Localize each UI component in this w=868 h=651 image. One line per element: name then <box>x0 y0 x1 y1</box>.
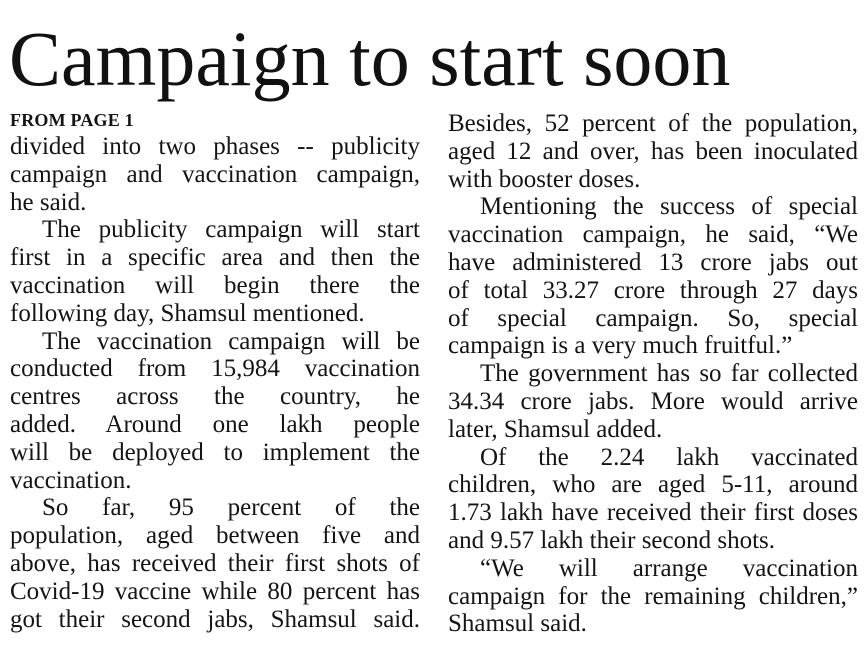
text-line: The government has so far collected <box>480 360 858 388</box>
text-line: divided into two phases -- publicity <box>10 133 420 160</box>
text-line: with booster doses. <box>448 165 641 193</box>
text-line: Besides, 52 percent of the population, <box>448 110 858 137</box>
text-line: Of the 2.24 lakh vaccinated <box>480 443 858 471</box>
text-line: campaign is a very much fruitful.” <box>448 332 793 360</box>
text-line: of total 33.27 crore through 27 days <box>448 276 858 304</box>
text-line: The vaccination campaign will be <box>42 327 420 355</box>
paragraph <box>10 494 420 633</box>
text-line: So far, 95 percent of the <box>42 494 420 522</box>
text-line: 34.34 crore jabs. More would arrive <box>448 387 858 415</box>
continuation-label: FROM PAGE 1 <box>10 110 134 130</box>
text-line: The publicity campaign will start <box>42 216 420 244</box>
text-line: conducted from 15,984 vaccination <box>10 355 420 383</box>
text-line: children, who are aged 5-11, around <box>448 471 858 499</box>
text-line: he said. <box>10 188 87 216</box>
text-line: will be deployed to implement the <box>10 438 420 466</box>
text-line: have administered 13 crore jabs out <box>448 248 858 276</box>
text-line: Shamsul said. <box>448 610 587 638</box>
paragraph <box>10 133 420 216</box>
paragraph <box>448 110 858 193</box>
text-line: vaccination. <box>10 466 132 494</box>
paragraph <box>10 328 420 495</box>
text-line: centres across the country, he <box>10 383 420 411</box>
paragraph <box>448 193 858 360</box>
paragraph <box>448 360 858 443</box>
text-line: of special campaign. So, special <box>448 304 858 332</box>
text-line: and 9.57 lakh their second shots. <box>448 526 776 554</box>
text-line: campaign for the remaining children,” <box>448 582 858 610</box>
text-line: Covid-19 vaccine while 80 percent has <box>10 577 420 605</box>
text-line: later, Shamsul added. <box>448 415 663 443</box>
text-line: campaign and vaccination campaign, <box>10 160 420 188</box>
text-line: above, has received their first shots of <box>10 549 420 577</box>
article-column-left <box>10 108 420 633</box>
text-line: first in a specific area and then the <box>10 244 420 272</box>
text-line: 1.73 lakh have received their first doses <box>448 499 858 527</box>
paragraph <box>10 216 420 327</box>
paragraph <box>448 444 858 555</box>
text-line: following day, Shamsul mentioned. <box>10 299 365 327</box>
text-line: vaccination will begin there the <box>10 271 420 299</box>
text-line: aged 12 and over, has been inoculated <box>448 137 858 165</box>
paragraph <box>448 555 858 638</box>
text-line: Mentioning the success of special <box>480 193 858 221</box>
headline: Campaign to start soon <box>9 15 731 102</box>
text-line: added. Around one lakh people <box>10 410 420 438</box>
text-line: “We will arrange vaccination <box>480 554 858 582</box>
text-line: got their second jabs, Shamsul said. <box>10 605 420 633</box>
article-column-right <box>448 110 858 638</box>
text-line: population, aged between five and <box>10 522 420 550</box>
text-line: vaccination campaign, he said, “We <box>448 221 858 249</box>
